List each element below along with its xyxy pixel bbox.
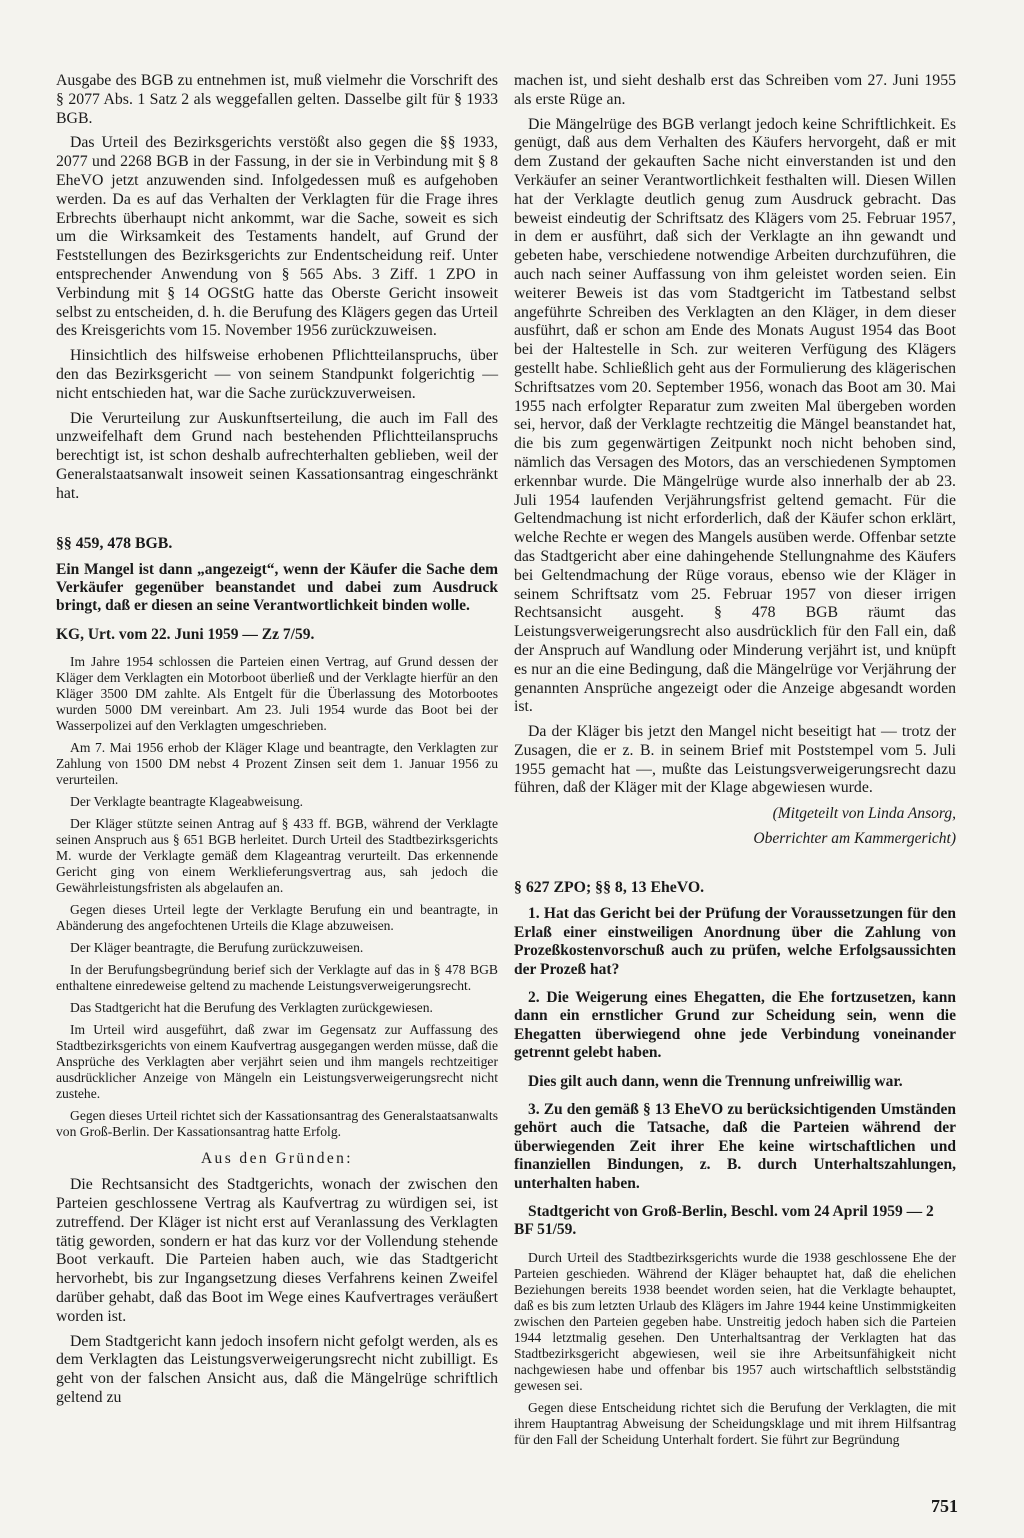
paragraph: Die Rechtsansicht des Stadtgerichts, wonach der zwischen den Parteien geschlossene Vertrag als Kaufvertrag zu würdigen sei, ist zutreffend. Der Kläger ist nicht erst auf Veranlassung des Verklagten tätig geworden, sondern er hat das kurz vor der Vollendung stehende Boot verkauft. Die Parteien haben auch, wie das Stadtgericht hervorhebt, bis zur Ingangsetzung dieses Verfahrens keinen Zweifel darüber gehabt, daß das Boot im Wege eines Kaufvertrages veräußert worden ist. [56, 1176, 498, 1325]
paragraph: Ausgabe des BGB zu entnehmen ist, muß vielmehr die Vorschrift des § 2077 Abs. 1 Satz 2 als weggefallen gelten. Dasselbe gilt für § 1933 BGB. [56, 72, 498, 127]
paragraph: Der Verklagte beantragte Klageabweisung. [70, 794, 304, 810]
paragraph: Am 7. Mai 1956 erhob der Kläger Klage und beantragte, den Verklagten zur Zahlung von 1500 DM nebst 4 Prozent Zinsen seit dem 1. Januar 1956 zu verurteilen. [56, 740, 498, 788]
page-number: 751 [931, 1496, 958, 1516]
attribution-line: Oberrichter am Kammergericht) [753, 830, 956, 848]
paragraph: Die Mängelrüge des BGB verlangt jedoch keine Schriftlichkeit. Es genügt, daß aus dem Verhalten des Käufers hervorgeht, daß er mit dem Zustand der gekauften Sache nicht einverstanden ist und den Verkäufer an seiner Verantwortlichkeit festhalten will. Diesen Willen hat der Verklagte deutlich genug zum Ausdruck gebracht. Das beweist eindeutig der Schriftsatz des Klägers vom 25. Februar 1957, in dem er ausführt, daß sich der Verklagte an ihn gewandt und gebeten habe, verschiedene notwendige Arbeiten durchzuführen, die auch nach seiner Auffassung von ihm geleistet worden seien. Ein weiterer Beweis ist das vom Stadtgericht im Tatbestand selbst angeführte Schreiben des Verklagten an den Kläger, in dem dieser ausführt, daß er schon am Ende des Monats August 1954 das Boot bei der Haltestelle in Sch. zur weiteren Verfügung des Klägers gestellt habe. Schließlich geht aus der Formulierung des klägerischen Schriftsatzes vom 20. September 1956, wonach das Boot am 30. Mai 1955 nach erfolgter Reparatur zum zweiten Mal übergeben worden sei, hervor, daß der Verklagte rechtzeitig die Mängel beanstandet hat, die bis zum gegenwärtigen Zeitpunkt noch nicht behoben sind, nämlich das Versagen des Motors, das an verschiedenen Symptomen erkennbar wurde. Die Mängelrüge wurde also innerhalb der ab 23. Juli 1954 laufenden Verjährungsfrist geltend gemacht. Für die Geltendmachung ist nicht erforderlich, daß der Käufer schon erklärt, welche Rechte er wegen des Mangels ausüben werde. Offenbar setzte das Stadtgericht aber eine dahingehende Stellungnahme des Käufers bei Geltendmachung der Rüge voraus, ebenso wie der Kläger in seinem Schriftsatz vom 25. Februar 1957 von dieser irrigen Rechtsansicht ausgeht. § 478 BGB räumt das Leistungsverweigerungsrecht also ausdrücklich für den Fall ein, daß der Anspruch auf Wandlung oder Minderung verjährt ist, und knüpft es nur an die eine Bedingung, daß die Mängelrüge vor Verjährung der genannten Ansprüche angezeigt oder die Anzeige abgesandt worden ist. [514, 115, 956, 716]
paragraph: Der Kläger stützte seinen Antrag auf § 433 ff. BGB, während der Verklagte seinen Anspruch aus § 651 BGB herleitet. Durch Urteil des Stadtbezirksgerichts M. wurde der Verklagte gemäß dem Klageantrag verurteilt. Das erkennende Gericht ging von einem Werklieferungsvertrag aus, sah jedoch die Gewährleistungsfristen als abgelaufen an. [56, 816, 498, 896]
paragraph: Hinsichtlich des hilfsweise erhobenen Pflichtteilanspruchs, über den das Bezirksgericht — von seinem Standpunkt folgerichtig — nicht entschieden hat, war die Sache zurückzuverweisen. [56, 347, 498, 402]
paragraph: Dem Stadtgericht kann jedoch insofern nicht gefolgt werden, als es dem Verklagten das Leistungsverweigerungsrecht nicht zubilligt. Es geht von der falschen Ansicht aus, daß die Mängelrüge schriftlich geltend zu [56, 1332, 498, 1406]
court-citation: Stadtgericht von Groß-Berlin, Beschl. vom 24 April 1959 — 2 BF 51/59. [514, 1202, 934, 1239]
headnote: 1. Hat das Gericht bei der Prüfung der Voraussetzungen für den Erlaß einer einstweiligen Anordnung über die Zahlung von Prozeßkostenvorschuß auch zu prüfen, welche Erfolgsaussichten der Prozeß hat? [514, 905, 956, 978]
paragraph: Da der Kläger bis jetzt den Mangel nicht beseitigt hat — trotz der Zusagen, die er z. B. in seinem Brief mit Poststempel vom 5. Juli 1955 gemacht hat —, mußte das Leistungsverweigerungsrecht dazu führen, daß der Kläger mit der Klage abgewiesen wurde. [514, 723, 956, 797]
headnote: Dies gilt auch dann, wenn die Trennung unfreiwillig war. [528, 1072, 903, 1090]
headnote: 2. Die Weigerung eines Ehegatten, die Ehe fortzusetzen, kann dann ein ernstlicher Grund zur Scheidung sein, wenn die Ehegatten überwiegend ohne jede Verbindung voneinander getrennt gelebt haben. [514, 988, 956, 1062]
section-heading: § 627 ZPO; §§ 8, 13 EheVO. [514, 879, 705, 897]
paragraph: Im Jahre 1954 schlossen die Parteien einen Vertrag, auf Grund dessen der Kläger dem Verklagten ein Motorboot überließ und der Verklagte hierfür an den Kläger 3500 DM zahlte. Als Entgelt für die Überlassung des Motorbootes wurden 5000 DM vereinbart. Am 23. Juli 1954 wurde das Boot bei der Wasserpolizei auf den Verklagten umgeschrieben. [56, 654, 498, 734]
paragraph: In der Berufungsbegründung berief sich der Verklagte auf das in § 478 BGB enthaltene einredeweise geltend zu machende Leistungsverweigerungsrecht. [56, 962, 498, 994]
headnote: Ein Mangel ist dann „angezeigt“, wenn der Käufer die Sache dem Verkäufer gegenüber beanstandet und dabei zum Ausdruck bringt, daß er diesen an seine Verantwortlichkeit binden wolle. [56, 560, 498, 615]
paragraph: Durch Urteil des Stadtbezirksgerichts wurde die 1938 geschlossene Ehe der Parteien geschieden. Während der Kläger behauptet hat, daß die ehelichen Beziehungen bereits 1938 beendet worden seien, hat die Verklagte behauptet, daß es bis zum letzten Urlaub des Klägers im Jahre 1944 keine Unstimmigkeiten zwischen den Parteien gegeben habe. Unstreitig jedoch haben sich die Parteien 1944 letztmalig gesehen. Den Unterhaltsantrag der Verklagten hat das Stadtbezirksgericht abgewiesen, weil sie ihre Arbeitsunfähigkeit nicht nachgewiesen habe und offenbar bis 1957 auch wirtschaftlich selbstständig gewesen sei. [514, 1249, 956, 1393]
paragraph: Im Urteil wird ausgeführt, daß zwar im Gegensatz zur Auffassung des Stadtbezirksgerichts von einem Kaufvertrag ausgegangen werden müsse, daß die Ansprüche des Verklagten aber verjährt seien und ihm mangels rechtzeitiger ausdrücklicher Anzeige von Mängeln ein Leistungsverweigerungsrecht nicht zustehe. [56, 1022, 498, 1102]
paragraph: Gegen diese Entscheidung richtet sich die Berufung der Verklagten, die mit ihrem Hauptantrag Abweisung der Scheidungsklage und mit ihrem Hilfsantrag für den Fall der Scheidung Unterhalt fordert. Sie führt zur Begründung [514, 1399, 956, 1447]
paragraph: Gegen dieses Urteil legte der Verklagte Berufung ein und beantragte, in Abänderung des angefochtenen Urteils die Klage abzuweisen. [56, 902, 498, 934]
section-heading: §§ 459, 478 BGB. [56, 534, 173, 552]
reasons-heading: Aus den Gründen: [200, 1150, 354, 1168]
headnote: 3. Zu den gemäß § 13 EheVO zu berücksichtigenden Umständen gehört auch die Tatsache, daß die Parteien während der überwiegenden Zeit ihrer Ehe keine wirtschaftlichen und finanziellen Bindungen, z. B. durch Unterhaltszahlungen, unterhalten haben. [514, 1100, 956, 1192]
attribution-line: (Mitgeteilt von Linda Ansorg, [772, 805, 956, 823]
paragraph: Das Stadtgericht hat die Berufung des Verklagten zurückgewiesen. [70, 1000, 433, 1016]
right-column [514, 72, 956, 1454]
left-column [56, 72, 498, 1414]
paragraph: Das Urteil des Bezirksgerichts verstößt also gegen die §§ 1933, 2077 und 2268 BGB in der Fassung, in der sie in Verbindung mit § 8 EheVO jetzt anzuwenden sind. Infolgedessen muß es aufgehoben werden. Da es auf das Verhalten der Verklagten für die Frage ihres Erbrechts überhaupt nicht ankommt, war die Sache, soweit es sich um die Wirksamkeit des Testaments handelt, auf Grund der Feststellungen des Bezirksgerichts zur Endentscheidung reif. Unter entsprechender Anwendung von § 565 Abs. 3 Ziff. 1 ZPO in Verbindung mit § 14 OGStG hatte das Oberste Gericht insoweit selbst zu entscheiden, d. h. die Berufung des Klägers gegen das Urteil des Kreisgerichts vom 15. November 1956 zurückzuweisen. [56, 134, 498, 340]
paragraph: machen ist, und sieht deshalb erst das Schreiben vom 27. Juni 1955 als erste Rüge an. [514, 72, 956, 108]
paragraph: Der Kläger beantragte, die Berufung zurückzuweisen. [70, 940, 364, 956]
paragraph: Die Verurteilung zur Auskunftserteilung, die auch im Fall des unzweifelhaft dem Grund nach bestehenden Pflichtteilanspruchs berechtigt ist, ist schon deshalb aufrechterhalten geblieben, weil der Generalstaatsanwalt insoweit seinen Kassationsantrag eingeschränkt hat. [56, 409, 498, 502]
paragraph: Gegen dieses Urteil richtet sich der Kassationsantrag des Generalstaatsanwalts von Groß-Berlin. Der Kassationsantrag hatte Erfolg. [56, 1108, 498, 1140]
court-citation: KG, Urt. vom 22. Juni 1959 — Zz 7/59. [56, 625, 315, 643]
